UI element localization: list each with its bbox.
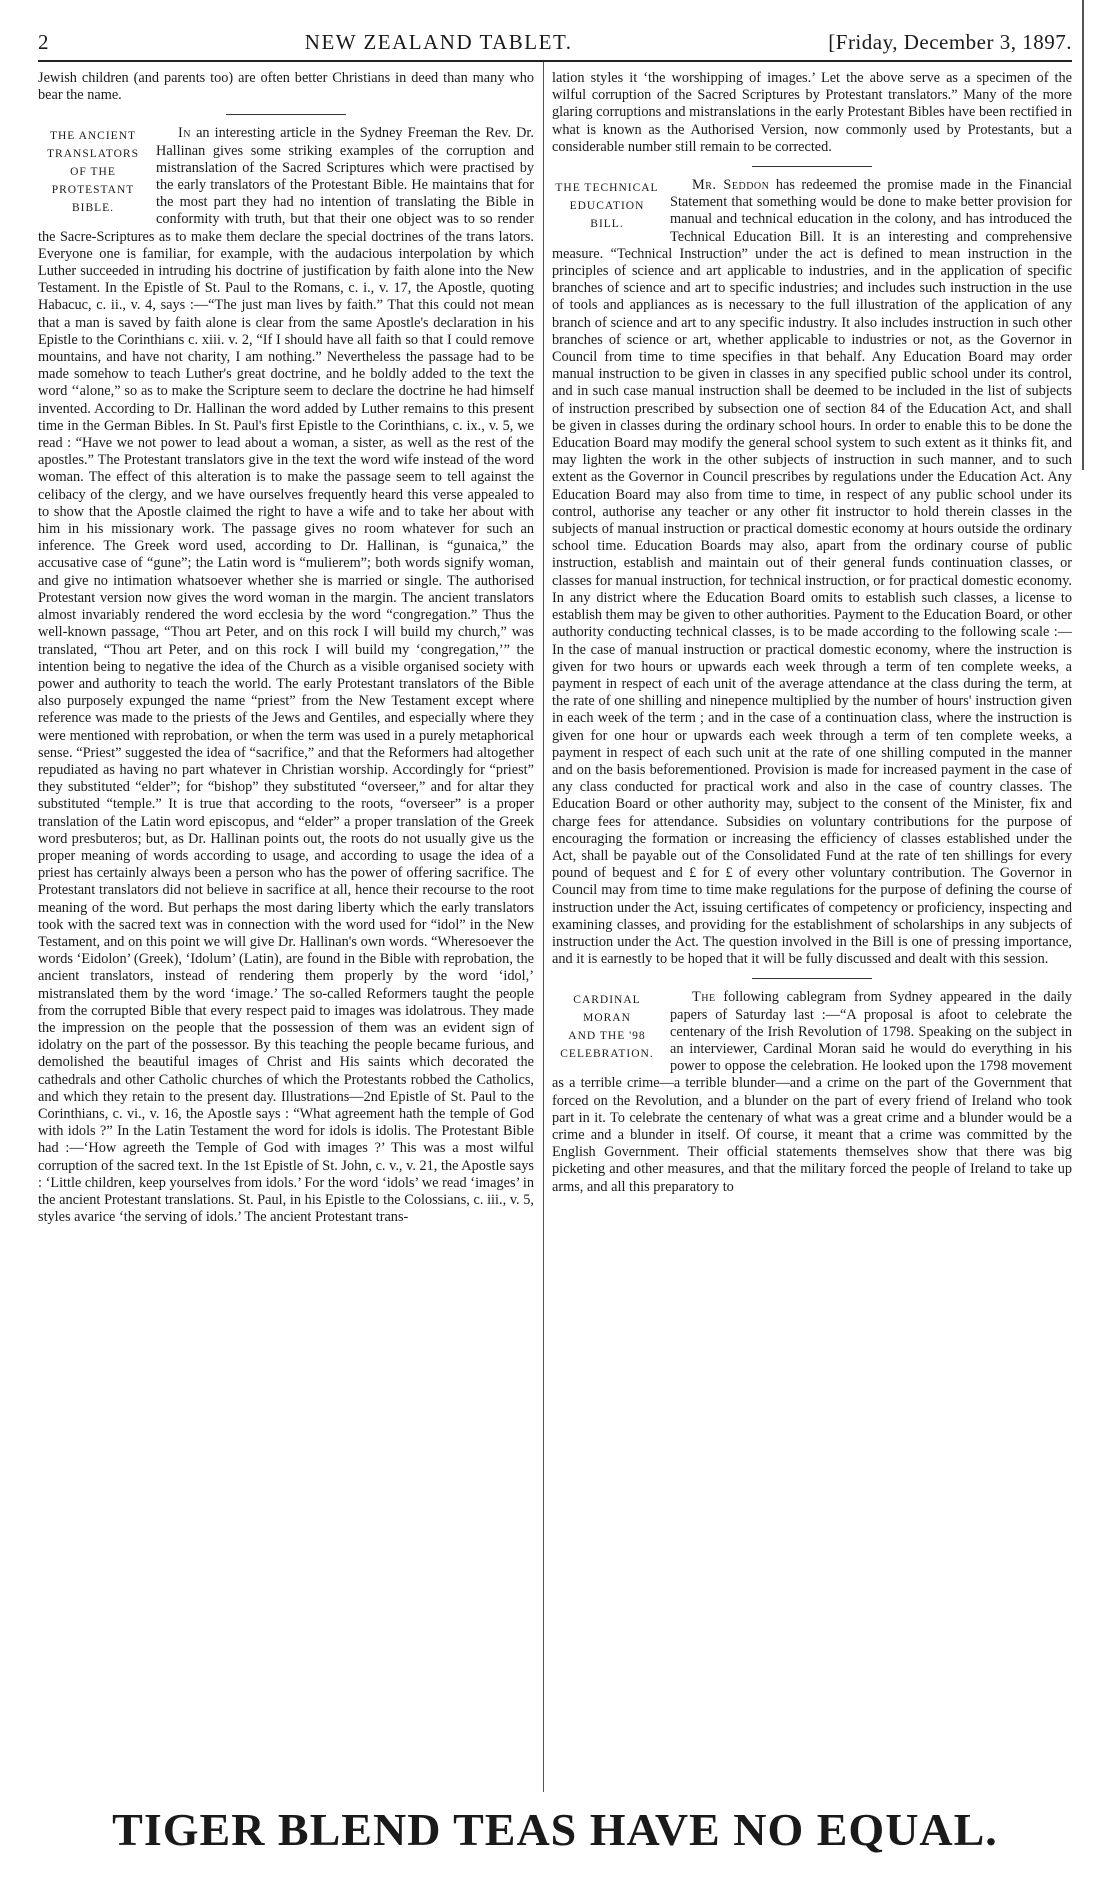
column-divider [543,62,544,1792]
article-ancient-translators [38,125,534,1226]
side-heading-line: CELEBRATION. [560,1048,654,1061]
page-edge-line [1082,0,1084,470]
page-number: 2 [38,30,49,54]
header-rule [38,60,1072,62]
side-heading-technical-education [552,179,662,233]
side-heading-line: PROTESTANT [51,184,135,197]
lead-word: The [692,989,716,1006]
section-rule [226,114,346,115]
article-body [552,177,1072,968]
lead-word: In [178,125,191,142]
tea-advertisement: TIGER BLEND TEAS HAVE NO EQUAL. [112,1804,998,1855]
article-cardinal-moran [552,989,1072,1195]
side-heading-line: BIBLE. [71,202,115,215]
side-heading-line: BILL. [590,218,624,231]
side-heading-line: THE TECHNICAL [555,182,659,195]
article-text: following cablegram from Sydney appeared in the daily papers of Saturday last :—“A proposal is afoot to celebrate the centenary of the Irish Revolution of 1798. Speaking on the subject in an interviewer, Cardinal Moran said he would do everything in his power to oppose the celebration. He looked upon the 1798 movement as a terrible crime—a terrible blunder—and a crime on the part of the Government that forced on the Revolution, and a blunder on the part of every friend of Ireland who took part in it. To celebrate the centenary of what was a great crime and a blunder would be a crime and a blunder in itself. Of course, it meant that a crime was committed by the English Government. Their official statements themselves show that there was big picketing and other measures, and that the military forced the people of Ireland to take up arms, and all this preparatory to [552,989,1072,1195]
newspaper-title: NEW ZEALAND TABLET. [304,30,573,54]
side-heading-line: EDUCATION [569,200,645,213]
issue-date: [Friday, December 3, 1897. [828,30,1072,54]
section-rule [752,166,872,167]
section-rule [752,978,872,979]
side-heading-line: TRANSLATORS [47,148,139,161]
article-text: an interesting article in the Sydney Freeman the Rev. Dr. Hallinan gives some striking examples of the corruption and mistranslation of the Sacred Scriptures which were practised by the early translators of the Protestant Bible. He maintains that for the most part they had no intention of translating the Bible in conformity with truth, but that their one object was to so render the Sacre-Scriptures as to make them declare the special doctrines of the trans lators. Everyone one is familiar, for example, with the audacious interpolation by which Luther succeeded in intruding his doctrine of justification by faith alone into the New Testament. In the Epistle of St. Paul to the Romans, c. i., v. 17, the Apostle, quoting Habacuc, c. ii., v. 4, says :—“The just man lives by faith.” That this could not mean that a man is saved by faith alone is clear from the same Apostle's declaration in his Epistle to the Corinthians c. xiii. v. 2, “If I should have all faith so that I could remove mountains, and have not charity, I am nothing.” Nevertheless the passage had to be made somehow to teach Luther's great doctrine, and he boldly added to the text the word ‘‘alone,” so as to make the Scripture seem to declare the doctrine he had himself invented. According to Dr. Hallinan the word added by Luther remains to this present time in the German Bibles. In St. Paul's first Epistle to the Corinthians, c. ix., v. 5, we read : “Have we not power to lead about a woman, a sister, as well as the rest of the apostles.” The Protestant translators give in the text the word wife instead of the word woman. The effect of this alteration is to make the passage seem to tell against the celibacy of the clergy, and we have ourselves frequently heard this verse appealed to to show that the Apostle claimed the right to have a wife and to take her about with him in his missionary work. The passage gives no room whatever for such an inference. The Greek word used, according to Dr. Hallinan, is “gunaica,” the accusative case of “gune”; the Latin word is “mulierem”; both words signify woman, and give no intimation whatsoever whether she is married or single. The authorised Protestant version now gives the word woman in the margin. The ancient translators almost invariably rendered the word ecclesia by the word “congregation.” Thus the well-known passage, “Thou art Peter, and on this rock I will build my church,” was translated, “Thou art Peter, and on this rock I will build my ‘congregation,’” the intention being to negative the idea of the Church as a visible organised society with power and authority to teach the world. The early Protestant translators of the Bible also purposely expunged the name “priest” from the New Testament except where reference was made to the priests of the Jews and Gentiles, and especially where they were mentioned with reprobation, or when the term was used in a purely metaphorical sense. “Priest” suggested the idea of “sacrifice,” and that the Reformers had altogether repudiated as having no part whatever in Christian worship. Accordingly for “priest” they substituted “elder”; for “bishop” they substituted “overseer,” and for altar they substituted “temple.” It is true that according to the roots, “overseer” is a proper translation of the Latin word episcopus, and “elder” a proper translation of the Greek word presbuteros; but, as Dr. Hallinan points out, the roots do not usually give us the proper meaning of words according to usage, and according to usage the idea of a priest has certainly always been a person who has the power of offering sacrifice. The Protestant translators did not believe in sacrifice at all, hence their recourse to the root meaning of the word. But perhaps the most daring liberty which the early translators took with the sacred text was in connection with the word used for “idol” in the New Testament, and on this point we will give Dr. Hallinan's own words. “Wheresoever the words ‘Eidolon’ (Greek), ‘Idolum’ (Latin), are found in the Bible with reprobation, the ancient translators, instead of rendering them properly by the word ‘idol,’ mistranslated them by the word ‘image.’ The so-called Reformers taught the people from the corrupted Bible that every respect paid to images was idolatrous. They made the impression on the people that the possession of them was an evident sign of idolatry on the part of the possessor. By this teaching the people became furious, and demolished the beautiful images of Christ and His saints which decorated the cathedrals and other Catholic churches of which the Protestants robbed the Catholics, and which they retain to the present day. Illustrations—2nd Epistle of St. Paul to the Corinthians, c. vi., v. 16, the Apostle says : “What agreement hath the temple of God with idols ?” In the Latin Testament the word for idols is idolis. The Protestant Bible had :—‘How agreeth the Temple of God with images ?’ This was a most wilful corruption of the sacred text. In the 1st Epistle of St. John, c. v., v. 21, the Apostle says : ‘Little children, keep yourselves from idols.’ For the word ‘idols’ we read ‘images’ in the ancient Protestant translations. St. Paul, in his Epistle to the Colossians, c. iii., v. 5, styles avarice ‘the serving of idols.’ The ancient Protestant trans- [38,125,534,1226]
left-column [38,70,534,1790]
side-heading-cardinal-moran [552,991,662,1063]
side-heading-line: AND THE '98 [568,1030,646,1043]
article-text: has redeemed the promise made in the Financial Statement that something would be done to make better provision for manual and technical education in the colony, and has introduced the Technical Education Bill. It is an interesting and comprehensive measure. “Technical Instruction” under the act is defined to mean instruction in the principles of science and art applicable to industries, and in the application of specific branches of science and art to specific industries; and includes such instruction in the use of tools and appliances as is necessary to the full illustration of the application of any branch of science and art to any specific industry. It also includes instruction in such other branches of science or art, whether applicable to industries or not, as the Governor in Council from time to time specifies in that behalf. Any Education Board may order manual instruction to be given in classes in any specified public school under its control, and in such case manual instruction shall be deemed to be included in the list of subjects of instruction prescribed by subsection one of section 84 of the Education Act, and shall be given in classes during the ordinary school hours. In order to enable this to be done the Education Board may modify the general school system to such extent as it thinks fit, and may lighten the work in the other subjects of instruction in such manner, and to such extent as the Governor in Council prescribes by regulations under the Education Act. Any Education Board may also from time to time, in respect of any public school under its control, authorise any teacher or any other fit instructor to hold therein classes in the subjects of manual instruction or practical domestic economy at hours outside the ordinary school time. Education Boards may also, apart from the ordinary course of public instruction, establish and maintain out of their general funds continuation classes, or classes for manual instruction, for technical instruction, or for practical domestic economy. In any district where the Education Board omits to establish such classes, a license to establish them may be given to other authorities. Payment to the Education Board, or other authority conducting technical classes, is to be made according to the following scale :—In the case of manual instruction or practical domestic economy, where the instruction is given for two hours or upwards each week through a term of ten complete weeks, a payment in respect of each unit of the average attendance at the class during the term, at the rate of one shilling and ninepence multiplied by the number of hours' instruction given in each week of the term ; and in the case of a continuation class, where the instruction is given for one hour or upwards each week through a term of ten complete weeks, a payment in respect of each such unit at the rate of one shilling computed in the manner and on the basis beforementioned. Provision is made for increased payment in the case of any class conducted for practical work and also in the case of country classes. The Education Board or other authority may, subject to the consent of the Minister, fix and charge fees for attendance. Subsidies on voluntary contributions for the purpose of encouraging the formation or increasing the efficiency of classes established under the Act, shall be payable out of the Consolidated Fund at the rate of ten shillings for every pound of bequest and £ for £ of every other voluntary contribution. The Governor in Council may from time to time make regulations for the purpose of defining the course of instruction under the Act, issuing certificates of competency or proficiency, inspecting and examining classes, and providing for the establishment of scholarships in any subjects of instruction under the Act. The question involved in the Bill is one of pressing importance, and it is earnestly to be hoped that it will be fully discussed and dealt with this session. [552,177,1072,968]
side-heading-ancient-translators [38,127,148,217]
article-technical-education [552,177,1072,968]
continuation-paragraph: lation styles it ‘the worshipping of images.’ Let the above serve as a specimen of the wilful corruption of the Sacred Scriptures by Protestant translators.” Many of the more glaring corruptions and mistranslations in the early Protestant Bibles have been rectified in what is known as the Authorised Version, now commonly used by Protestants, but a considerable number still remain to be corrected. [552,70,1072,155]
article-body [38,125,534,1226]
side-heading-line: OF THE [70,166,116,179]
side-heading-line: THE ANCIENT [49,130,137,143]
intro-paragraph: Jewish children (and parents too) are often better Christians in deed than many who bear the name. [38,70,534,104]
lead-word: Mr. Seddon [692,177,770,194]
right-column [552,70,1072,1790]
side-heading-line: CARDINAL [573,994,641,1007]
page-header [38,30,1072,56]
side-heading-line: MORAN [583,1012,631,1025]
